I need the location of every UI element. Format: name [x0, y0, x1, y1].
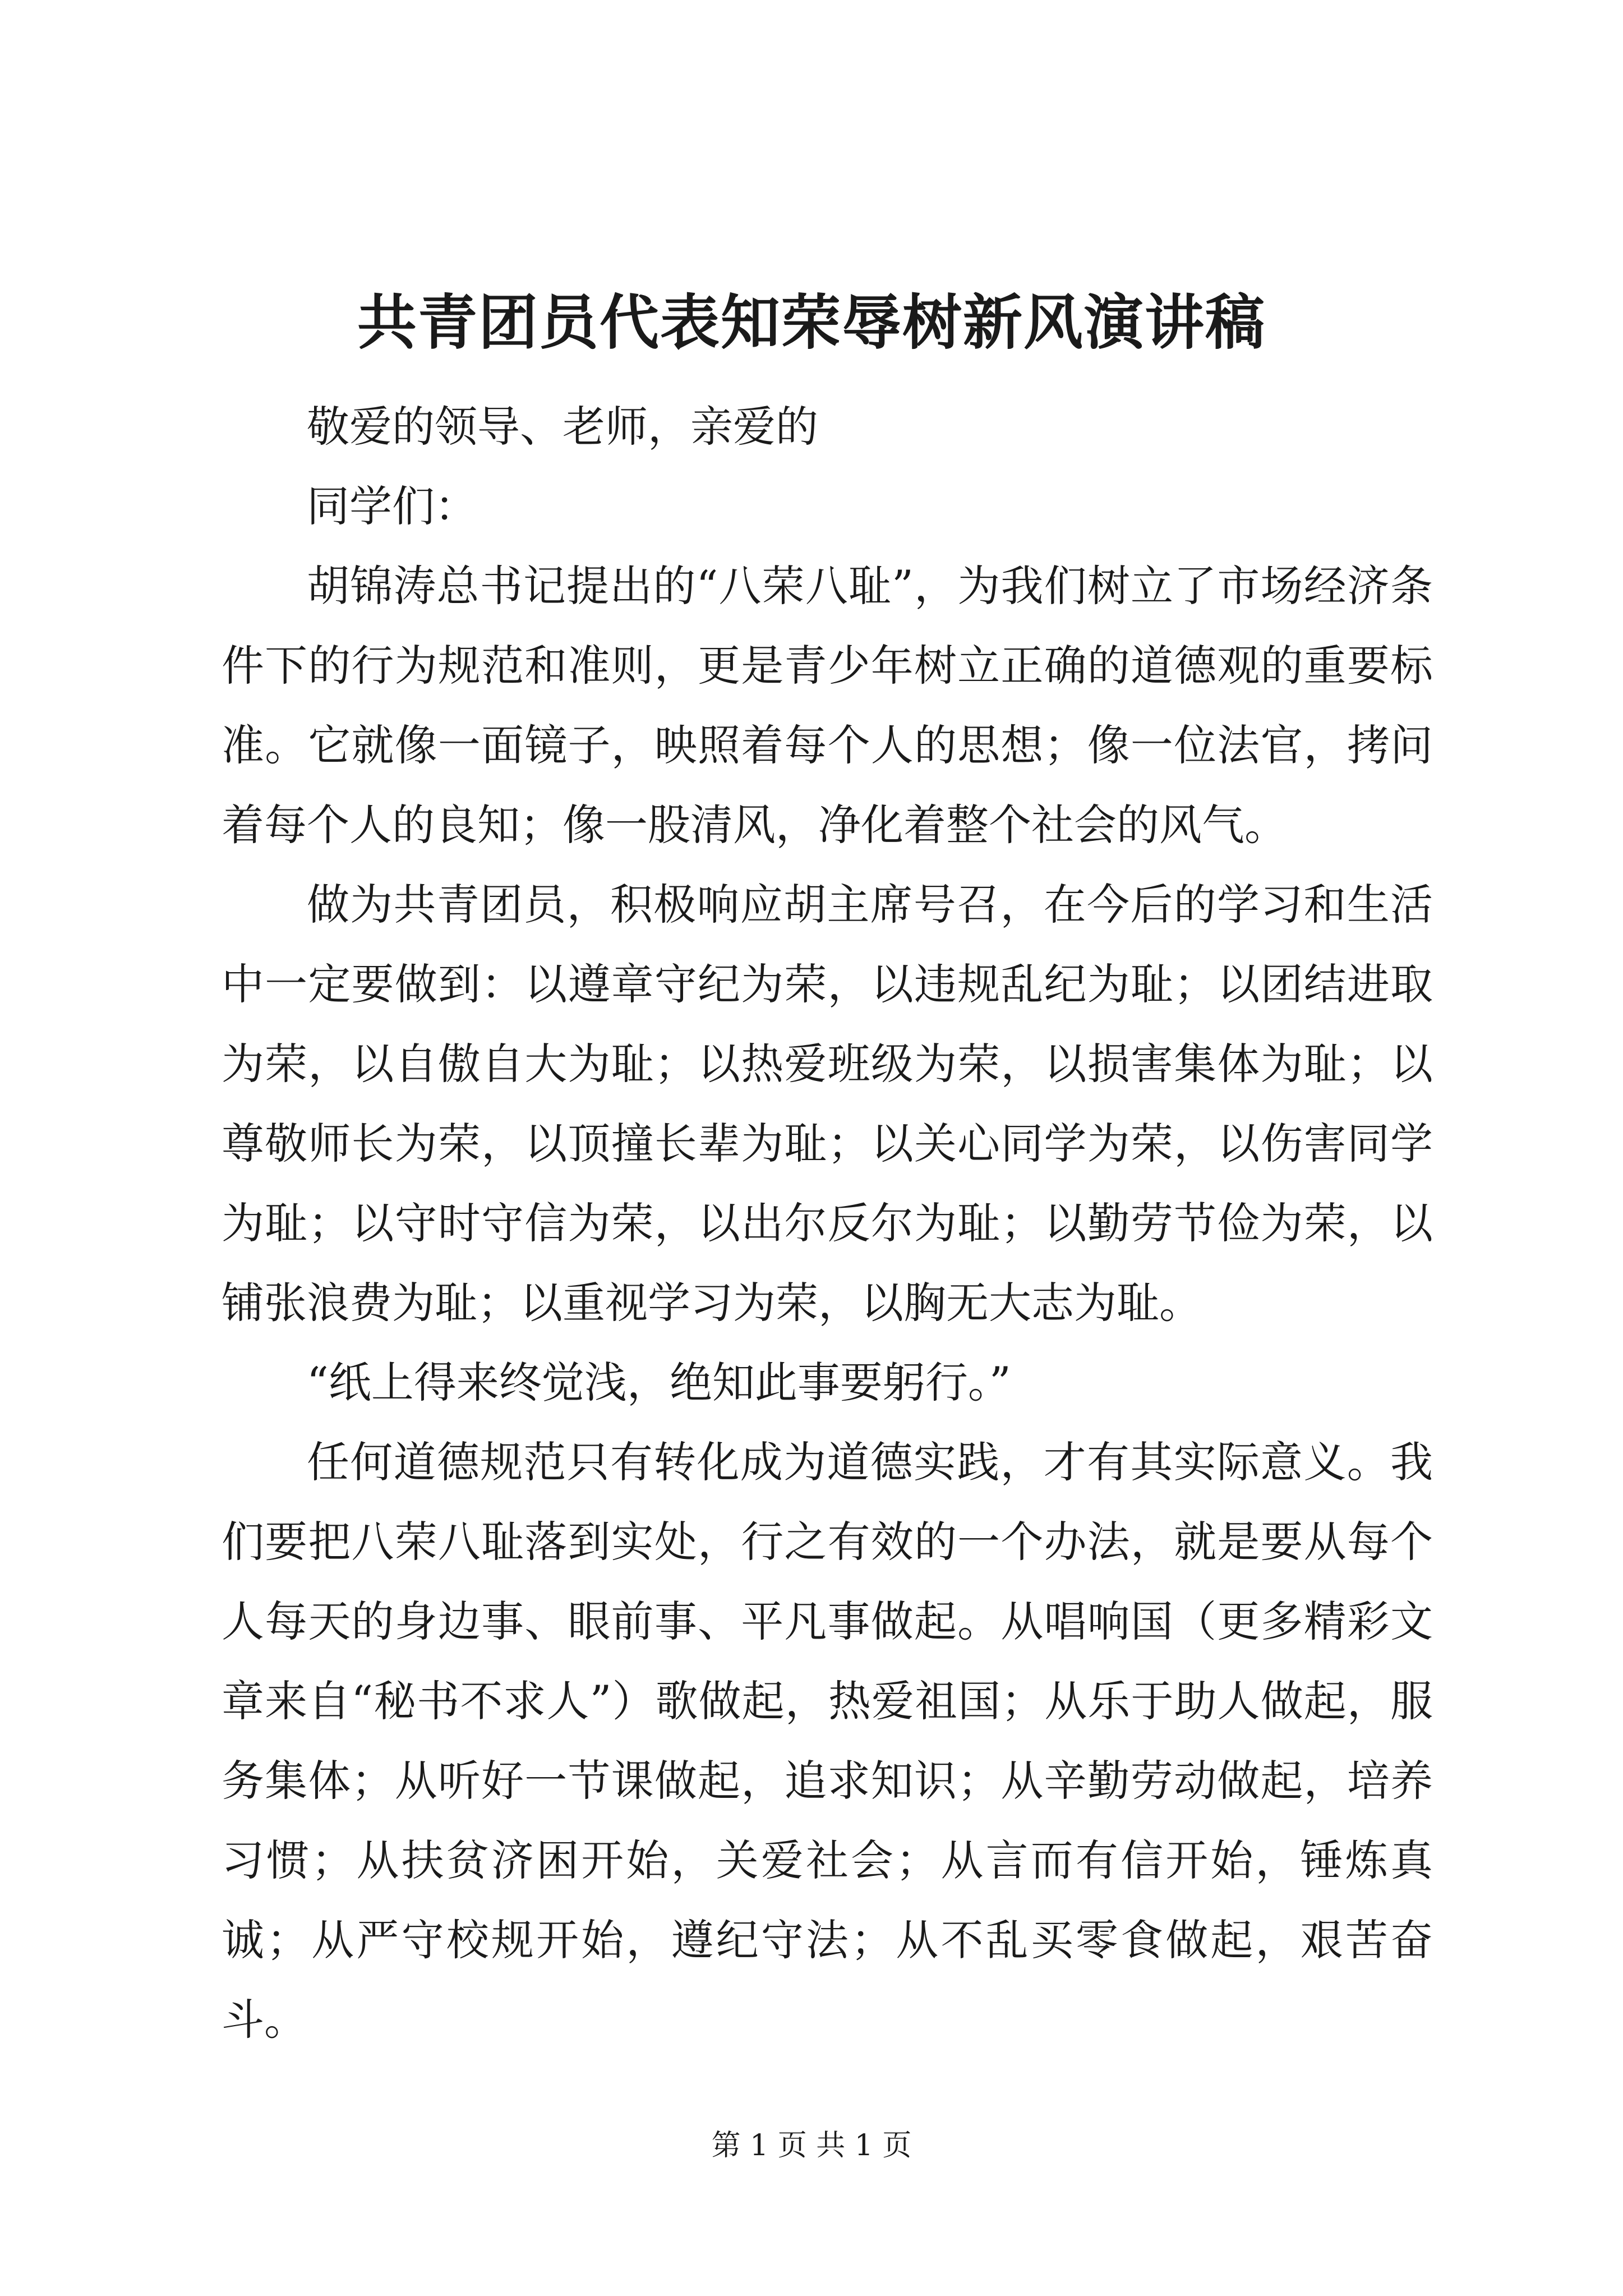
paragraph-1: 胡锦涛总书记提出的“八荣八耻”，为我们树立了市场经济条件下的行为规范和准则，更是青少年树立正确的道德观的重要标准。它就像一面镜子，映照着每个人的思想；像一位法官，拷问着每个人的良知；像一股清风，净化着整个社会的风气。	[222, 561, 1433, 850]
paragraph-3: 任何道德规范只有转化成为道德实践，才有其实际意义。我们要把八荣八耻落到实处，行之有效的一个办法，就是要从每个人每天的身边事、眼前事、平凡事做起。从唱响国（更多精彩文章来自“秘书不求人”）歌做起，热爱祖国；从乐于助人做起，服务集体；从听好一节课做起，追求知识；从辛勤劳动做起，培养习惯；从扶贫济困开始，关爱社会；从言而有信开始，锤炼真诚；从严守校规开始，遵纪守法；从不乱买零食做起，艰苦奋斗。	[222, 1437, 1433, 2045]
paragraph-2: 做为共青团员，积极响应胡主席号召，在今后的学习和生活中一定要做到：以遵章守纪为荣，以违规乱纪为耻；以团结进取为荣，以自傲自大为耻；以热爱班级为荣，以损害集体为耻；以尊敬师长为荣，以顶撞长辈为耻；以关心同学为荣，以伤害同学为耻；以守时守信为荣，以出尔反尔为耻；以勤劳节俭为荣，以铺张浪费为耻；以重视学习为荣，以胸无大志为耻。	[222, 880, 1433, 1328]
page-footer: 第 1 页 共 1 页	[711, 2129, 912, 2162]
salutation-line-1: 敬爱的领导、老师，亲爱的	[307, 402, 818, 452]
document-title: 共青团员代表知荣辱树新风演讲稿	[357, 287, 1266, 357]
salutation-line-2: 同学们：	[307, 481, 477, 531]
quote-line: “纸上得来终觉浅，绝知此事要躬行。”	[307, 1358, 1011, 1407]
document-body	[222, 387, 1433, 2060]
